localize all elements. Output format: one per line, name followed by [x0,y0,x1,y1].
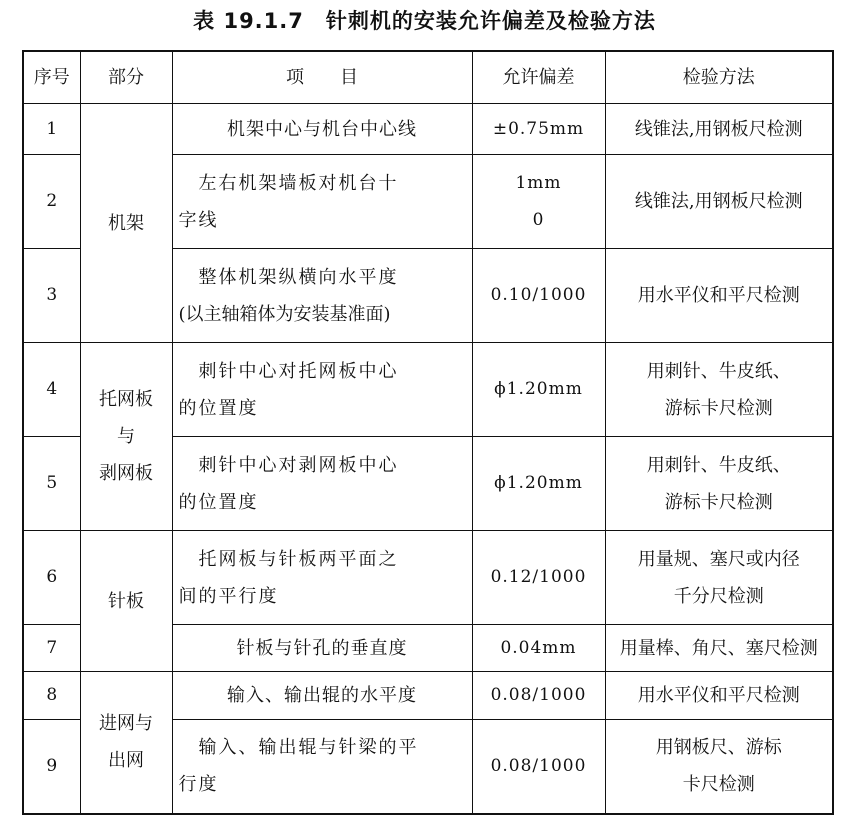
row-item [172,155,472,249]
row-no: 9 [23,720,80,814]
row-method-line: 用量规、塞尺或内径 [637,548,800,570]
part-plates-line: 剥网板 [99,463,153,484]
part-plates-line: 托网板 [99,389,153,410]
header-no: 序号 [23,51,80,104]
row-deviation: 0.10/1000 [472,249,605,343]
row-deviation: 0.08/1000 [472,720,605,814]
row-item-line: 字线 [178,209,219,231]
row-no: 5 [23,437,80,531]
row-item-line: 托网板与针板两平面之 [198,548,399,570]
header-part: 部分 [80,51,172,104]
row-deviation: ±0.75mm [472,104,605,155]
row-method-line: 游标卡尺检测 [664,491,773,513]
tolerance-table [22,50,834,815]
header-deviation: 允许偏差 [472,51,605,104]
row-item [172,249,472,343]
row-deviation-line: 0 [532,209,545,230]
row-method-line: 用刺针、牛皮纸、 [646,360,791,382]
row-item [172,437,472,531]
part-needle-plate: 针板 [80,531,172,672]
row-method: 用水平仪和平尺检测 [605,672,833,720]
row-no: 7 [23,625,80,672]
row-no: 3 [23,249,80,343]
row-deviation: ϕ1.20mm [472,343,605,437]
table-row [23,672,833,720]
table-row [23,343,833,437]
table-row [23,104,833,155]
row-no: 6 [23,531,80,625]
part-rollers [80,672,172,814]
row-method: 用量棒、角尺、塞尺检测 [605,625,833,672]
header-method: 检验方法 [605,51,833,104]
row-item-line: 间的平行度 [178,585,279,607]
row-item [172,343,472,437]
row-item-line: 左右机架墙板对机台十 [198,172,399,194]
part-rollers-line: 出网 [108,750,144,772]
row-item-line: 整体机架纵横向水平度 [198,266,399,288]
row-method [605,531,833,625]
row-method-line: 用钢板尺、游标 [655,737,782,759]
row-method: 用水平仪和平尺检测 [605,249,833,343]
row-deviation: 0.12/1000 [472,531,605,625]
table-title: 表 19.1.7 针刺机的安装允许偏差及检验方法 [193,9,656,33]
row-deviation: 0.04mm [472,625,605,672]
row-method-line: 游标卡尺检测 [664,397,773,419]
row-item-line: 输入、输出辊与针梁的平 [198,737,419,759]
part-frame: 机架 [80,104,172,343]
table-row [23,531,833,625]
row-item: 机架中心与机台中心线 [172,104,472,155]
row-method [605,437,833,531]
row-item-line: (以主轴箱体为安装基准面) [178,303,391,325]
row-method-line: 卡尺检测 [682,774,755,796]
row-method: 线锥法,用钢板尺检测 [605,155,833,249]
row-item-line: 行度 [178,774,219,796]
row-method-line: 用刺针、牛皮纸、 [646,454,791,476]
row-deviation-line: 1mm [515,172,562,193]
row-no: 2 [23,155,80,249]
row-item-line: 的位置度 [178,397,259,419]
row-item [172,720,472,814]
row-no: 8 [23,672,80,720]
row-item-line: 刺针中心对剥网板中心 [198,454,399,476]
row-item: 针板与针孔的垂直度 [172,625,472,672]
part-plates [80,343,172,531]
row-no: 4 [23,343,80,437]
row-method [605,720,833,814]
row-no: 1 [23,104,80,155]
row-item-line: 刺针中心对托网板中心 [198,360,399,382]
row-deviation: 0.08/1000 [472,672,605,720]
header-item: 项 目 [172,51,472,104]
row-method-line: 千分尺检测 [673,585,764,607]
row-method [605,343,833,437]
header-row [23,51,833,104]
row-deviation: ϕ1.20mm [472,437,605,531]
part-plates-line: 与 [117,426,135,447]
part-rollers-line: 进网与 [99,713,153,735]
row-item: 输入、输出辊的水平度 [172,672,472,720]
row-method: 线锥法,用钢板尺检测 [605,104,833,155]
row-deviation [472,155,605,249]
row-item-line: 的位置度 [178,491,259,513]
row-item [172,531,472,625]
